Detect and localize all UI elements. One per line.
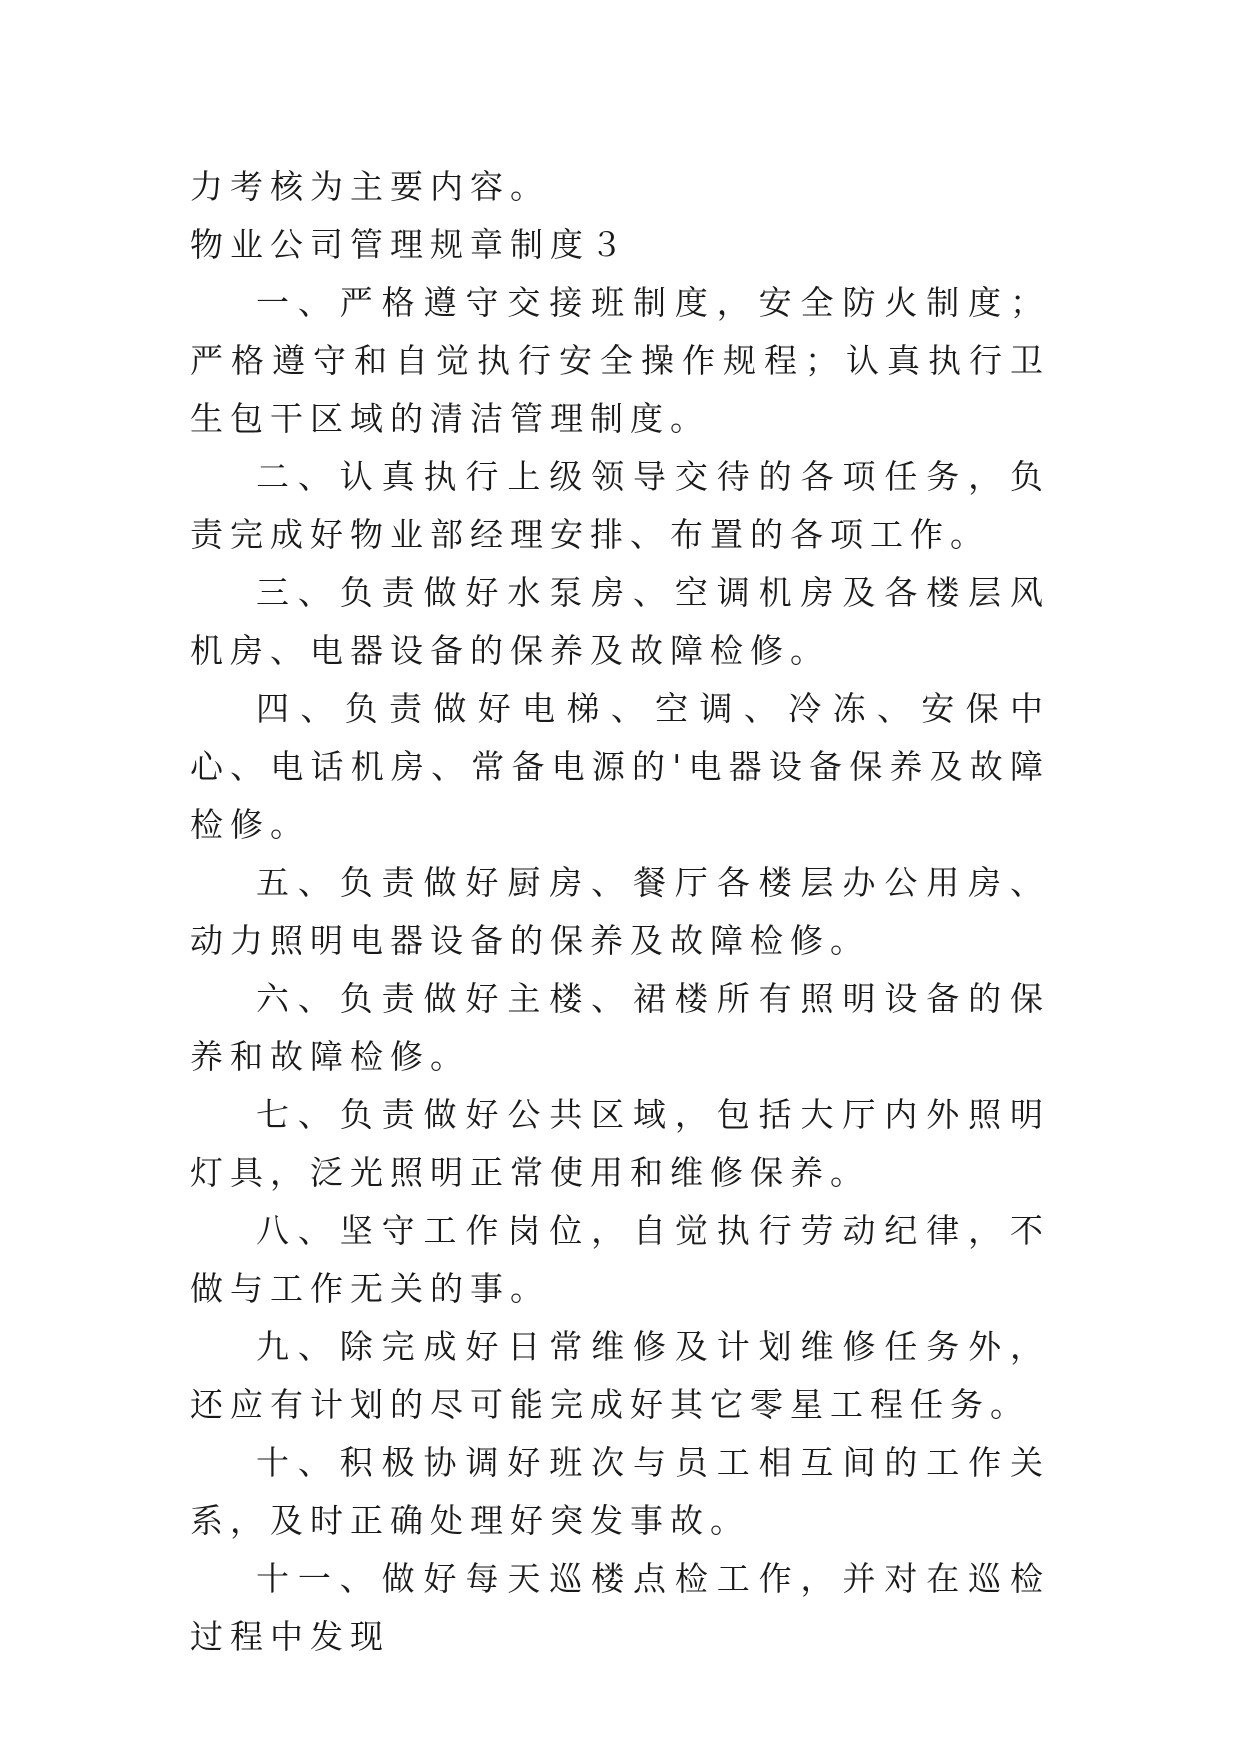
paragraph: 四、负责做好电梯、空调、冷冻、安保中心、电话机房、常备电源的'电器设备保养及故障检修。	[190, 689, 1050, 844]
document-body	[190, 158, 1050, 1666]
paragraph: 十一、做好每天巡楼点检工作，并对在巡检过程中发现	[190, 1559, 1050, 1656]
paragraph: 二、认真执行上级领导交待的各项任务，负责完成好物业部经理安排、布置的各项工作。	[190, 457, 1050, 554]
section-title: 物业公司管理规章制度３	[190, 225, 630, 264]
paragraph: 七、负责做好公共区域，包括大厅内外照明灯具，泛光照明正常使用和维修保养。	[190, 1095, 1050, 1192]
paragraph: 五、负责做好厨房、餐厅各楼层办公用房、动力照明电器设备的保养及故障检修。	[190, 863, 1050, 960]
paragraph: 六、负责做好主楼、裙楼所有照明设备的保养和故障检修。	[190, 979, 1050, 1076]
intro-line: 力考核为主要内容。	[190, 167, 550, 206]
paragraph: 十、积极协调好班次与员工相互间的工作关系，及时正确处理好突发事故。	[190, 1443, 1050, 1540]
paragraph: 一、严格遵守交接班制度，安全防火制度；严格遵守和自觉执行安全操作规程；认真执行卫生包干区域的清洁管理制度。	[190, 283, 1050, 438]
paragraph: 九、除完成好日常维修及计划维修任务外，还应有计划的尽可能完成好其它零星工程任务。	[190, 1327, 1050, 1424]
paragraph: 三、负责做好水泵房、空调机房及各楼层风机房、电器设备的保养及故障检修。	[190, 573, 1050, 670]
paragraph: 八、坚守工作岗位，自觉执行劳动纪律，不做与工作无关的事。	[190, 1211, 1050, 1308]
